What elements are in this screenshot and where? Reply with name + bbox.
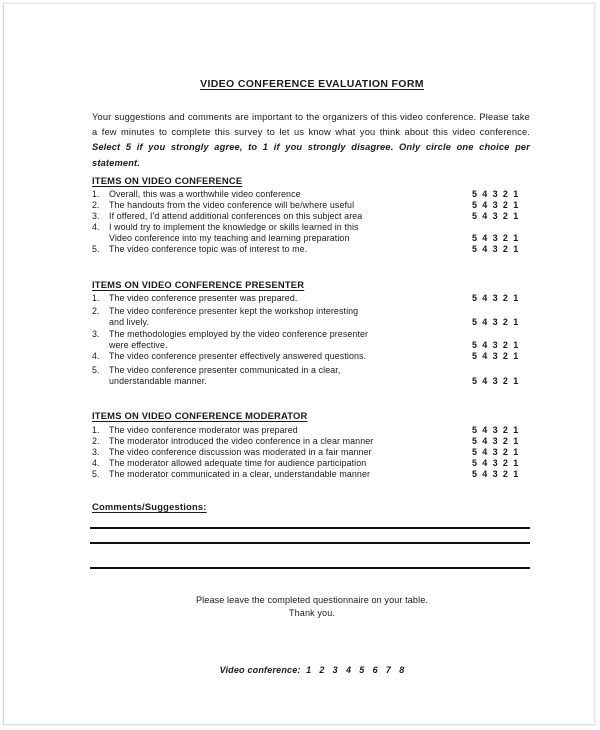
rating-scale[interactable]: 5 4 3 2 1 [472, 340, 519, 350]
intro-plain-text: Your suggestions and comments are important to the organizers of this video conference. Please take a few minutes to complete this survey to let us know what you think about this video conference. [92, 112, 530, 138]
item-text-continuation: and lively. [109, 317, 149, 327]
item-text-continuation: understandable manner. [109, 376, 207, 386]
rating-scale[interactable]: 5 4 3 2 1 [472, 293, 519, 303]
item-text: I would try to implement the knowledge or skills learned in this [109, 222, 359, 232]
item-text: Overall, this was a worthwhile video conference [109, 189, 301, 199]
footer-video-conference-scale[interactable]: Video conference: 1 2 3 4 5 6 7 8 [219, 665, 405, 675]
rating-scale[interactable]: 5 4 3 2 1 [472, 200, 519, 210]
list-item-continuation [92, 317, 532, 329]
comments-write-line[interactable] [90, 542, 530, 544]
comments-heading-text: Comments/Suggestions: [92, 501, 207, 512]
item-number: 3. [92, 211, 100, 221]
rating-scale[interactable]: 5 4 3 2 1 [472, 436, 519, 446]
list-item [92, 469, 532, 481]
section-heading-presenter [92, 279, 304, 290]
item-text: The video conference presenter was prepared. [109, 293, 298, 303]
item-text: The video conference presenter effectively answered questions. [109, 351, 367, 361]
item-number: 5. [92, 469, 100, 479]
rating-scale[interactable]: 5 4 3 2 1 [472, 425, 519, 435]
item-text: The video conference topic was of interest to me. [109, 244, 308, 254]
list-item-continuation [92, 376, 532, 388]
page-title [92, 78, 532, 90]
item-number: 4. [92, 458, 100, 468]
item-number: 3. [92, 329, 100, 339]
rating-scale[interactable]: 5 4 3 2 1 [472, 244, 519, 254]
item-number: 1. [92, 189, 100, 199]
item-number: 1. [92, 425, 100, 435]
item-number: 3. [92, 447, 100, 457]
section-heading-text: ITEMS ON VIDEO CONFERENCE PRESENTER [92, 279, 305, 290]
item-text: The video conference moderator was prepared [109, 425, 298, 435]
item-number: 2. [92, 436, 100, 446]
document-page [3, 3, 595, 725]
item-text-continuation: were effective. [109, 340, 168, 350]
item-number: 5. [92, 365, 100, 375]
item-text: The moderator communicated in a clear, understandable manner [109, 469, 371, 479]
item-text: The methodologies employed by the video conference presenter [109, 329, 369, 339]
rating-scale[interactable]: 5 4 3 2 1 [472, 376, 519, 386]
list-item [92, 244, 532, 256]
item-number: 2. [92, 306, 100, 316]
rating-scale[interactable]: 5 4 3 2 1 [472, 458, 519, 468]
intro-paragraph [92, 110, 530, 171]
item-number: 1. [92, 293, 100, 303]
rating-scale[interactable]: 5 4 3 2 1 [472, 469, 519, 479]
item-number: 4. [92, 351, 100, 361]
list-item [92, 351, 532, 363]
closing-instruction: Please leave the completed questionnaire on your table. [196, 595, 428, 605]
intro-emphasis-text: Select 5 if you strongly agree, to 1 if you strongly disagree. Only circle one choice per statement. [92, 142, 530, 168]
rating-scale[interactable]: 5 4 3 2 1 [472, 211, 519, 221]
item-text: The video conference presenter communicated in a clear, [109, 365, 341, 375]
comments-write-line[interactable] [90, 567, 530, 569]
item-text: The video conference discussion was moderated in a fair manner [109, 447, 372, 457]
section-heading-text: ITEMS ON VIDEO CONFERENCE [92, 175, 243, 186]
rating-scale[interactable]: 5 4 3 2 1 [472, 447, 519, 457]
section-heading-text: ITEMS ON VIDEO CONFERENCE MODERATOR [92, 410, 308, 421]
comments-heading [92, 501, 207, 512]
item-text: The moderator introduced the video conference in a clear manner [109, 436, 374, 446]
rating-scale[interactable]: 5 4 3 2 1 [472, 189, 519, 199]
section-heading-moderator [92, 410, 308, 421]
closing-thanks: Thank you. [289, 608, 335, 618]
list-item [92, 293, 532, 305]
item-text: The handouts from the video conference will be/where useful [109, 200, 355, 210]
rating-scale[interactable]: 5 4 3 2 1 [472, 351, 519, 361]
item-number: 5. [92, 244, 100, 254]
section-heading-video-conference [92, 175, 242, 186]
rating-scale[interactable]: 5 4 3 2 1 [472, 233, 519, 243]
item-text: If offered, I'd attend additional conferences on this subject area [109, 211, 363, 221]
item-text: The moderator allowed adequate time for audience participation [109, 458, 367, 468]
item-number: 4. [92, 222, 100, 232]
item-number: 2. [92, 200, 100, 210]
item-text-continuation: Video conference into my teaching and learning preparation [109, 233, 350, 243]
page-title-text: VIDEO CONFERENCE EVALUATION FORM [200, 78, 424, 90]
item-text: The video conference presenter kept the workshop interesting [109, 306, 359, 316]
rating-scale[interactable]: 5 4 3 2 1 [472, 317, 519, 327]
comments-write-line[interactable] [90, 527, 530, 529]
